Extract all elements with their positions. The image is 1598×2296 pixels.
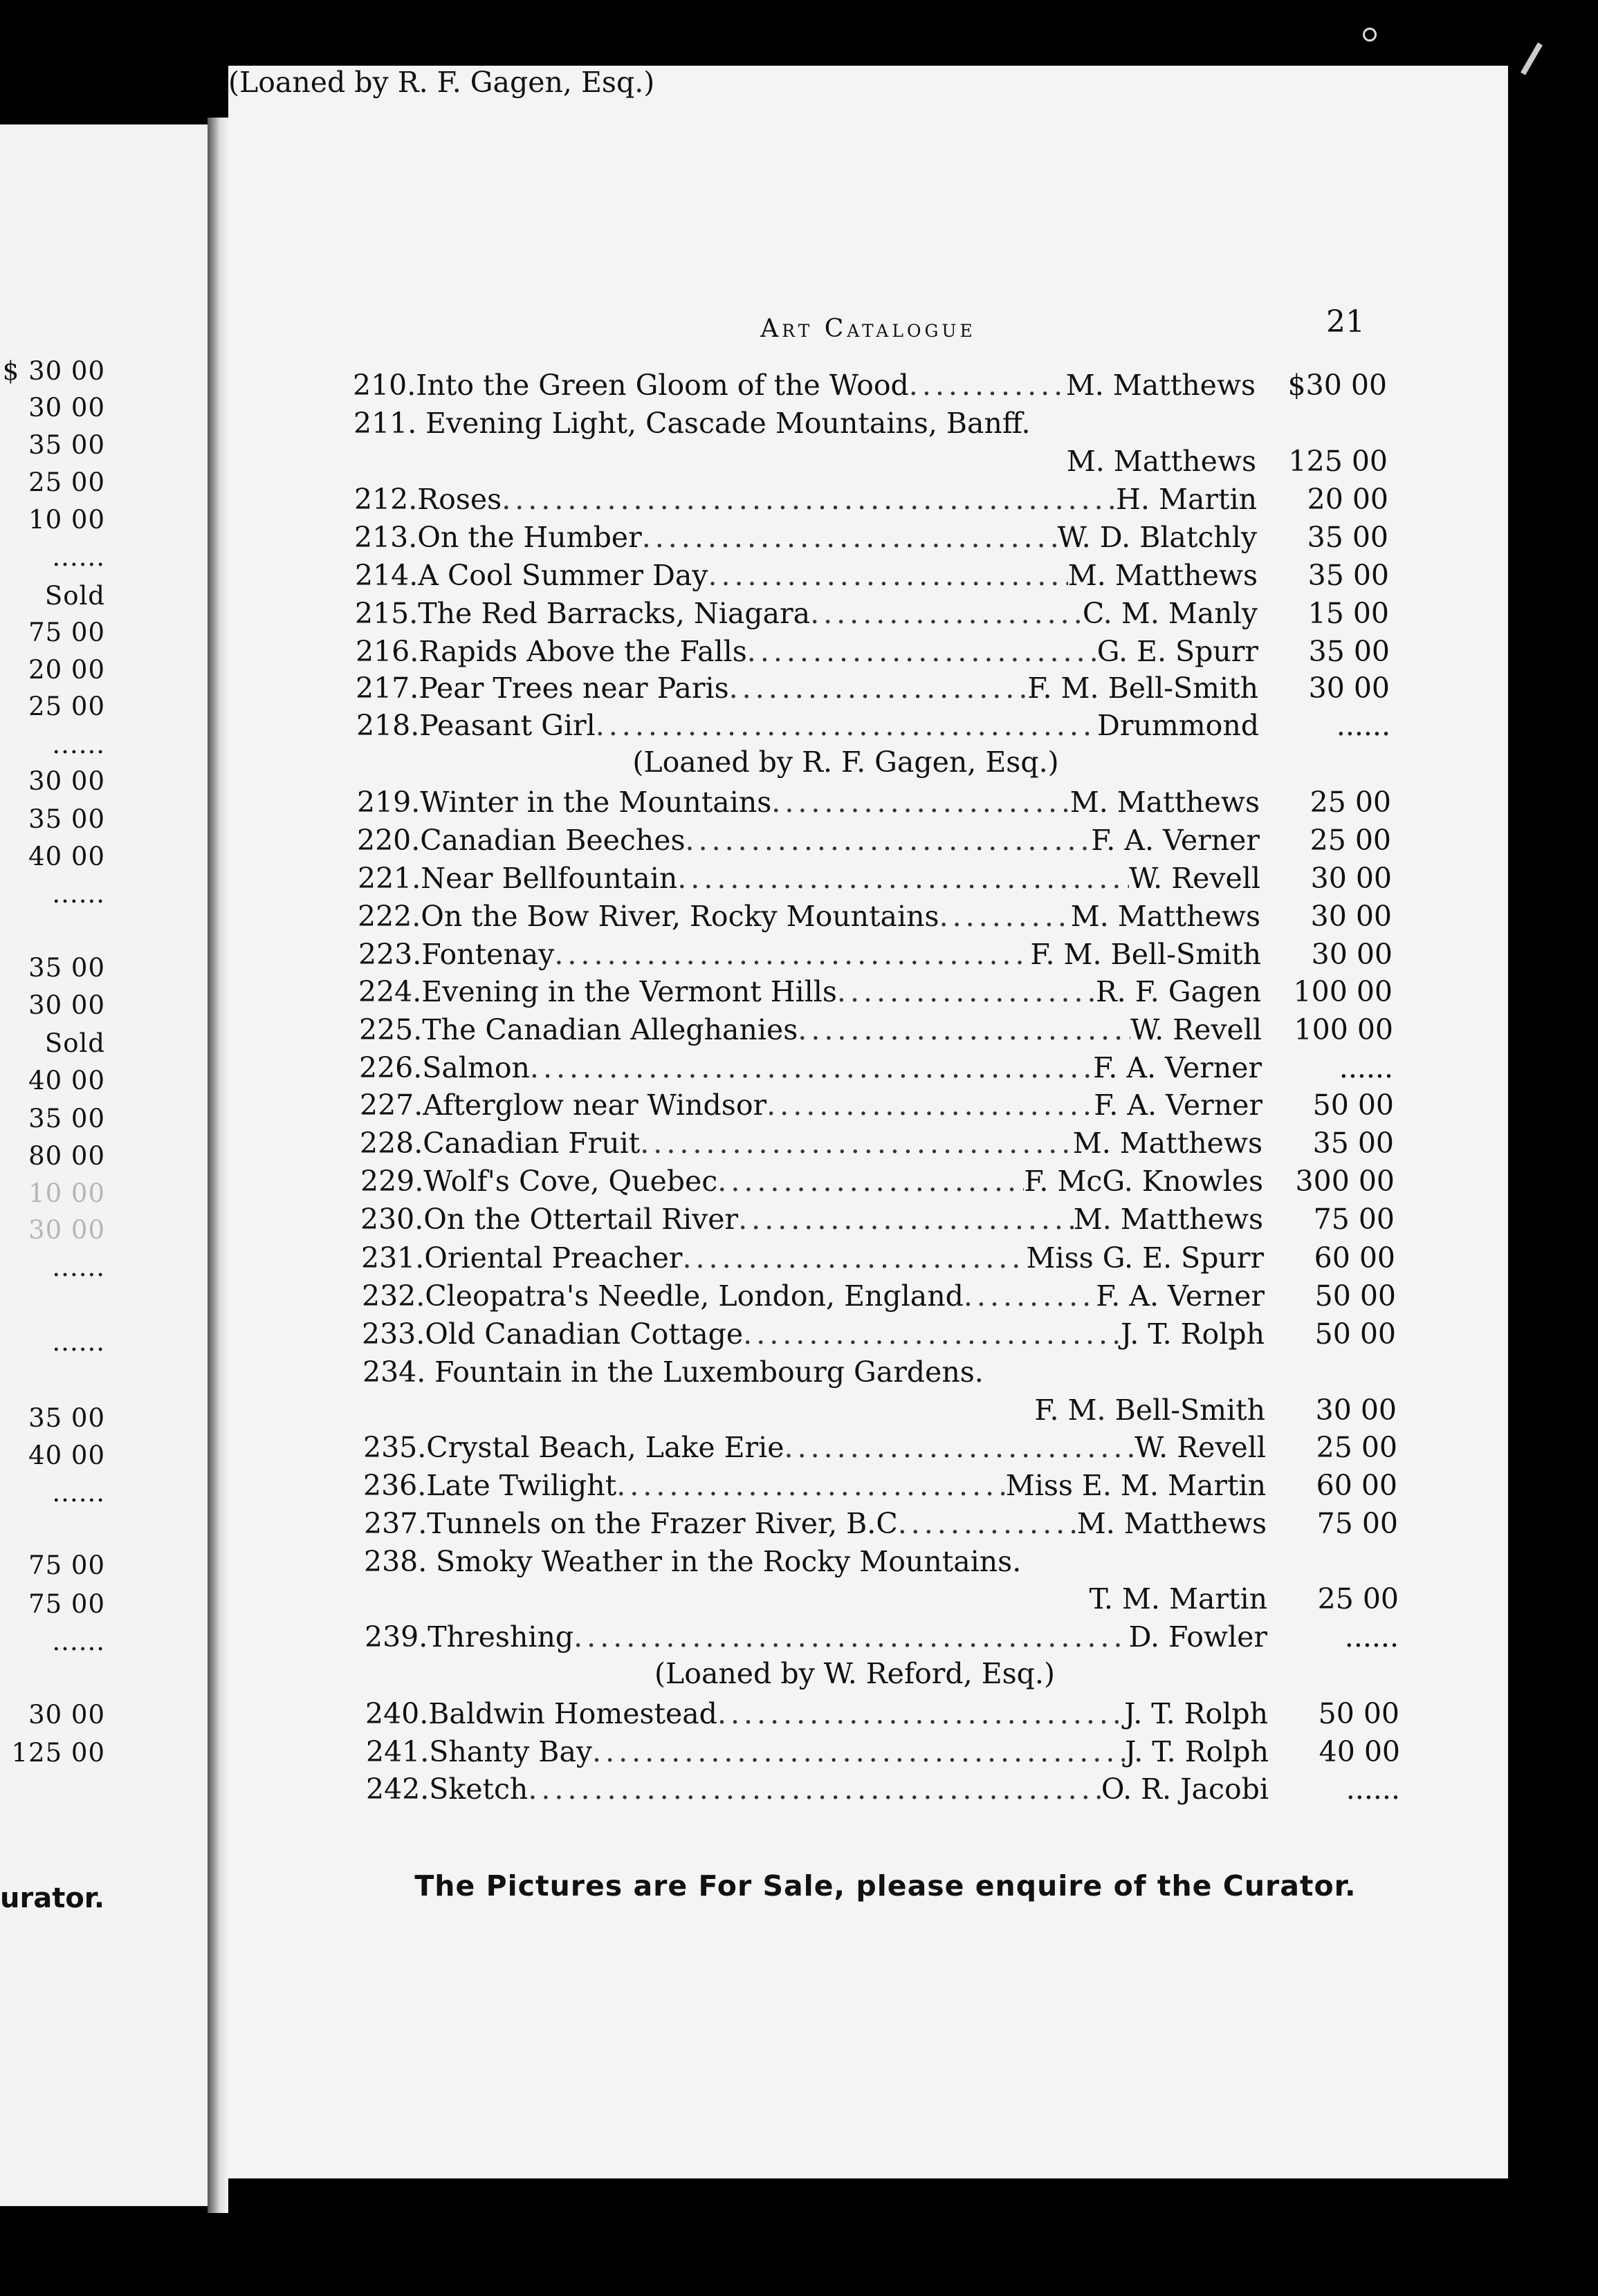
entry-title: The Canadian Alleghanies — [422, 1013, 798, 1046]
entry-number: 238. — [364, 1545, 428, 1578]
left-page-tail-text: urator. — [0, 1882, 105, 1914]
catalogue-entry — [356, 669, 1390, 707]
entry-price: ...... — [1339, 1051, 1393, 1084]
entry-price: 125 00 — [1288, 445, 1388, 478]
leader-dots — [939, 898, 1071, 935]
left-page-price: 20 00 — [28, 655, 105, 685]
entry-artist: M. Matthews — [1076, 1507, 1267, 1540]
entry-artist: M. Matthews — [1067, 559, 1258, 592]
entry-artist: F. McG. Knowles — [1024, 1165, 1263, 1198]
leader-dots — [964, 1277, 1096, 1315]
entry-number: 231. — [361, 1241, 425, 1275]
entry-title: Old Canadian Cottage — [425, 1317, 744, 1351]
leader-dots — [528, 1770, 1101, 1808]
leader-dots — [592, 1733, 1125, 1770]
catalogue-entry — [358, 860, 1392, 897]
entry-number: 211. — [353, 407, 417, 440]
entry-artist: O. R. Jacobi — [1101, 1772, 1269, 1806]
entry-title: On the Humber — [417, 521, 642, 554]
entry-number: 215. — [355, 597, 419, 630]
left-page-price: 35 00 — [28, 804, 105, 834]
entry-price: 30 00 — [1315, 1394, 1397, 1427]
left-page-price: ...... — [52, 1478, 105, 1508]
leader-dots — [717, 1163, 1024, 1200]
entry-number: 235. — [363, 1431, 427, 1464]
entry-title: Fountain in the Luxembourg Gardens. — [434, 1355, 984, 1389]
catalogue-entry — [362, 1315, 1396, 1353]
leader-dots — [530, 1049, 1093, 1086]
entry-price: 300 00 — [1295, 1165, 1395, 1198]
entry-price: 75 00 — [1316, 1507, 1398, 1540]
entry-price: 30 00 — [1308, 672, 1390, 705]
catalogue-entry — [366, 1770, 1400, 1808]
entry-artist: W. Revell — [1135, 1431, 1266, 1464]
left-page-price: 25 00 — [28, 467, 105, 497]
left-page-price: ...... — [52, 1327, 105, 1357]
entry-number: 237. — [364, 1507, 428, 1540]
entry-price: 50 00 — [1314, 1317, 1396, 1351]
entry-title: Cleopatra's Needle, London, England — [425, 1279, 964, 1313]
left-page-price: $ 30 00 — [2, 356, 105, 386]
entry-price: ...... — [1346, 1772, 1400, 1806]
entry-artist: M. Matthews — [1070, 900, 1260, 933]
entry-price: 30 00 — [1310, 900, 1392, 933]
entry-number: 234. — [362, 1355, 426, 1389]
entry-number: 227. — [360, 1089, 423, 1122]
leader-dots — [596, 707, 1097, 744]
leader-dots — [798, 1011, 1130, 1048]
loan-credit: (Loaned by R. F. Gagen, Esq.) — [228, 66, 655, 99]
left-page-price: 80 00 — [28, 1141, 105, 1171]
entry-title: Wolf's Cove, Quebec — [423, 1165, 718, 1198]
entry-price: 50 00 — [1312, 1089, 1394, 1122]
catalogue-entry — [362, 1353, 1265, 1391]
loan-credit: (Loaned by W. Reford, Esq.) — [654, 1657, 1055, 1690]
entry-title: Peasant Girl — [419, 709, 596, 742]
entry-artist: F. M. Bell-Smith — [1027, 672, 1258, 705]
loan-credit: (Loaned by R. F. Gagen, Esq.) — [632, 746, 1059, 779]
entry-price: 60 00 — [1314, 1241, 1395, 1275]
leader-dots — [682, 1239, 1026, 1277]
entry-number: 232. — [362, 1279, 425, 1313]
leader-dots — [738, 1201, 1074, 1238]
entry-price: 35 00 — [1307, 521, 1388, 554]
leader-dots — [554, 936, 1030, 973]
entry-artist: C. M. Manly — [1082, 597, 1258, 630]
entry-artist: F. M. Bell-Smith — [1034, 1394, 1265, 1427]
entry-number: 230. — [360, 1203, 424, 1236]
left-page-price: 30 00 — [28, 1215, 105, 1245]
entry-price: 15 00 — [1307, 597, 1389, 630]
entry-title: Oriental Preacher — [424, 1241, 683, 1275]
entry-number: 242. — [366, 1772, 430, 1806]
catalogue-entry — [356, 707, 1390, 744]
left-page-price: 10 00 — [28, 505, 105, 535]
leader-dots — [837, 973, 1096, 1010]
entry-artist: G. E. Spurr — [1096, 635, 1258, 668]
entry-title: Evening in the Vermont Hills — [421, 975, 837, 1008]
entry-title: Rapids Above the Falls — [419, 635, 747, 668]
leader-dots — [729, 669, 1028, 707]
entry-title: A Cool Summer Day — [418, 559, 708, 592]
entry-title: Fontenay — [421, 938, 555, 971]
entry-price: 25 00 — [1310, 824, 1391, 857]
book-gutter — [208, 118, 228, 2213]
entry-price: 50 00 — [1318, 1697, 1399, 1730]
leader-dots — [784, 1429, 1135, 1466]
entry-artist: F. A. Verner — [1096, 1279, 1265, 1313]
left-page-price: 35 00 — [28, 953, 105, 983]
catalogue-entry-continuation — [362, 1391, 1397, 1429]
entry-title: On the Bow River, Rocky Mountains — [421, 900, 939, 933]
left-page-price: 35 00 — [28, 1403, 105, 1433]
left-page-price: 40 00 — [28, 842, 105, 871]
leader-dots — [909, 367, 1066, 404]
catalogue-entry — [359, 1049, 1393, 1086]
catalogue-entry — [357, 784, 1391, 821]
entry-artist: T. M. Martin — [1089, 1582, 1267, 1615]
entry-title: Salmon — [422, 1051, 530, 1084]
entry-title: Crystal Beach, Lake Erie — [426, 1431, 784, 1464]
leader-dots — [616, 1467, 1006, 1504]
entry-title: Canadian Beeches — [420, 824, 686, 857]
left-page-price: ...... — [52, 879, 105, 909]
catalogue-entry — [364, 1543, 1267, 1580]
catalogue-entry — [357, 822, 1391, 859]
entry-number: 213. — [354, 521, 418, 554]
leader-dots — [771, 784, 1069, 821]
catalogue-entry — [362, 1277, 1396, 1315]
leader-dots — [717, 1695, 1124, 1732]
entry-artist: W. Revell — [1130, 1013, 1262, 1046]
entry-title: Pear Trees near Paris — [419, 672, 729, 705]
scan-scratch-mark — [1521, 42, 1543, 75]
entry-title: Winter in the Mountains — [420, 786, 772, 819]
left-page-price: 30 00 — [28, 1700, 105, 1730]
entry-number: 229. — [360, 1165, 424, 1198]
entry-number: 225. — [359, 1013, 423, 1046]
left-page-price: 125 00 — [11, 1738, 105, 1768]
catalogue-entry — [354, 519, 1388, 556]
left-page-price: Sold — [44, 1028, 105, 1058]
catalogue-entry — [363, 1429, 1397, 1466]
entry-title: On the Ottertail River — [423, 1203, 739, 1236]
entry-price: 25 00 — [1310, 786, 1391, 819]
entry-artist: Drummond — [1097, 709, 1259, 742]
entry-artist: F. M. Bell-Smith — [1030, 938, 1261, 971]
catalogue-entry — [354, 481, 1388, 518]
leader-dots — [766, 1086, 1094, 1124]
catalogue-entry — [360, 1124, 1394, 1162]
leader-dots — [573, 1618, 1128, 1656]
entry-price: $30 00 — [1287, 369, 1387, 402]
left-page-price: ...... — [52, 542, 105, 572]
entry-number: 226. — [359, 1051, 423, 1084]
leader-dots — [898, 1505, 1077, 1542]
left-page-price: Sold — [44, 581, 105, 611]
leader-dots — [642, 519, 1058, 556]
entry-number: 218. — [356, 709, 420, 742]
catalogue-entry — [358, 936, 1393, 973]
entry-title: Into the Green Gloom of the Wood — [416, 369, 909, 402]
left-page-price: 75 00 — [28, 1589, 105, 1619]
catalogue-entry — [355, 595, 1389, 632]
entry-number: 216. — [356, 635, 419, 668]
left-page-price: 35 00 — [28, 430, 105, 460]
entry-artist: J. T. Rolph — [1124, 1735, 1269, 1768]
entry-title: Canadian Fruit — [423, 1127, 641, 1160]
catalogue-entry — [360, 1201, 1395, 1238]
entry-number: 222. — [358, 900, 421, 933]
catalogue-entry — [365, 1695, 1399, 1732]
entry-number: 241. — [366, 1735, 430, 1768]
entry-artist: M. Matthews — [1065, 369, 1256, 402]
entry-artist: J. T. Rolph — [1120, 1317, 1265, 1351]
entry-price: 40 00 — [1319, 1735, 1400, 1768]
entry-price: 60 00 — [1316, 1469, 1397, 1502]
leader-dots — [708, 557, 1067, 594]
entry-number: 233. — [362, 1317, 425, 1351]
entry-price: 75 00 — [1313, 1203, 1395, 1236]
left-page-price: 30 00 — [28, 766, 105, 796]
catalogue-entry — [363, 1467, 1397, 1504]
left-page-price: 35 00 — [28, 1104, 105, 1133]
entry-price: 35 00 — [1307, 559, 1389, 592]
catalogue-entry — [364, 1505, 1398, 1542]
entry-artist: J. T. Rolph — [1123, 1697, 1268, 1730]
entry-number: 217. — [356, 672, 419, 705]
catalogue-entry — [365, 1618, 1399, 1656]
page-number: 21 — [1326, 304, 1365, 340]
entry-price: 25 00 — [1317, 1582, 1399, 1615]
entry-title: Afterglow near Windsor — [423, 1089, 767, 1122]
entry-number: 240. — [365, 1697, 429, 1730]
catalogue-entry — [356, 633, 1390, 670]
entry-number: 224. — [358, 975, 422, 1008]
catalogue-entry-continuation — [353, 443, 1388, 480]
entry-number: 219. — [357, 786, 421, 819]
entry-artist: Miss E. M. Martin — [1005, 1469, 1266, 1502]
left-page-price: 10 00 — [28, 1178, 105, 1208]
entry-artist: D. Fowler — [1128, 1620, 1267, 1654]
entry-title: Sketch — [429, 1772, 529, 1806]
left-page-price: 25 00 — [28, 692, 105, 721]
left-page-price: 40 00 — [28, 1441, 105, 1470]
left-page-price: 40 00 — [28, 1066, 105, 1095]
entry-price: ...... — [1336, 709, 1390, 742]
leader-dots — [743, 1315, 1121, 1353]
left-page-price: ...... — [52, 730, 105, 759]
catalogue-entry — [353, 405, 1256, 442]
entry-title: The Red Barracks, Niagara — [418, 597, 811, 630]
entry-number: 239. — [365, 1620, 428, 1654]
entry-title: Late Twilight — [426, 1469, 617, 1502]
catalogue-entry-continuation — [365, 1580, 1399, 1618]
left-page-price: 75 00 — [28, 1550, 105, 1580]
entry-artist: Miss G. E. Spurr — [1026, 1241, 1264, 1275]
entry-price: 100 00 — [1294, 1013, 1393, 1046]
entry-artist: W. D. Blatchly — [1057, 521, 1257, 554]
entry-artist: M. Matthews — [1073, 1203, 1263, 1236]
catalogue-entry — [360, 1163, 1395, 1200]
entry-artist: F. A. Verner — [1093, 1051, 1262, 1084]
entry-title: Shanty Bay — [429, 1735, 593, 1768]
entry-number: 221. — [358, 862, 421, 895]
entry-price: ...... — [1344, 1620, 1399, 1654]
entry-number: 236. — [363, 1469, 427, 1502]
left-page-price: 75 00 — [28, 618, 105, 647]
entry-title: Roses — [417, 483, 502, 516]
entry-artist: W. Revell — [1129, 862, 1260, 895]
entry-number: 210. — [353, 369, 416, 402]
entry-price: 25 00 — [1316, 1431, 1397, 1464]
leader-dots — [502, 481, 1116, 518]
entry-artist: F. A. Verner — [1091, 824, 1260, 857]
entry-price: 30 00 — [1310, 862, 1392, 895]
entry-title: Near Bellfountain — [421, 862, 678, 895]
entry-price: 100 00 — [1293, 975, 1393, 1008]
catalogue-entry — [366, 1733, 1400, 1770]
catalogue-entry — [353, 367, 1387, 404]
entry-price: 50 00 — [1314, 1279, 1396, 1313]
catalogue-entry — [360, 1086, 1394, 1124]
entry-title: Smoky Weather in the Rocky Mountains. — [436, 1545, 1022, 1578]
entry-number: 212. — [354, 483, 418, 516]
running-header: Art Catalogue — [760, 315, 976, 343]
entry-title: Baldwin Homestead — [428, 1697, 717, 1730]
entry-price: 35 00 — [1308, 635, 1390, 668]
for-sale-notice: The Pictures are For Sale, please enquire of the Curator. — [414, 1869, 1357, 1902]
left-page-price: ...... — [52, 1252, 105, 1282]
entry-title: Tunnels on the Frazer River, B.C — [427, 1507, 898, 1540]
catalogue-entry — [358, 973, 1393, 1010]
catalogue-page — [228, 66, 1508, 2178]
entry-number: 220. — [357, 824, 421, 857]
left-page-price: 30 00 — [28, 393, 105, 423]
leader-dots — [640, 1124, 1073, 1162]
catalogue-entry — [361, 1239, 1395, 1277]
entry-number: 214. — [355, 559, 419, 592]
leader-dots — [810, 595, 1083, 632]
catalogue-entry — [359, 1011, 1393, 1048]
entry-title: Threshing — [428, 1620, 574, 1654]
leader-dots — [747, 633, 1097, 670]
entry-price: 20 00 — [1307, 483, 1388, 516]
entry-artist: M. Matthews — [1069, 786, 1260, 819]
catalogue-entry — [358, 898, 1392, 935]
entry-artist: M. Matthews — [1072, 1127, 1262, 1160]
left-page-price: ...... — [52, 1627, 105, 1656]
leader-dots — [677, 860, 1129, 897]
entry-artist: M. Matthews — [1066, 445, 1256, 478]
left-page-fragment — [0, 124, 208, 2206]
entry-artist: F. A. Verner — [1094, 1089, 1262, 1122]
entry-title: Evening Light, Cascade Mountains, Banff. — [425, 407, 1031, 440]
entry-artist: H. Martin — [1116, 483, 1257, 516]
entry-number: 223. — [358, 938, 422, 971]
catalogue-entry — [355, 557, 1389, 594]
entry-artist: R. F. Gagen — [1095, 975, 1261, 1008]
entry-price: 30 00 — [1311, 938, 1393, 971]
entry-price: 35 00 — [1312, 1127, 1394, 1160]
leader-dots — [686, 822, 1092, 859]
entry-number: 228. — [360, 1127, 423, 1160]
left-page-price: 30 00 — [28, 990, 105, 1020]
scan-dust-mark — [1363, 28, 1377, 41]
